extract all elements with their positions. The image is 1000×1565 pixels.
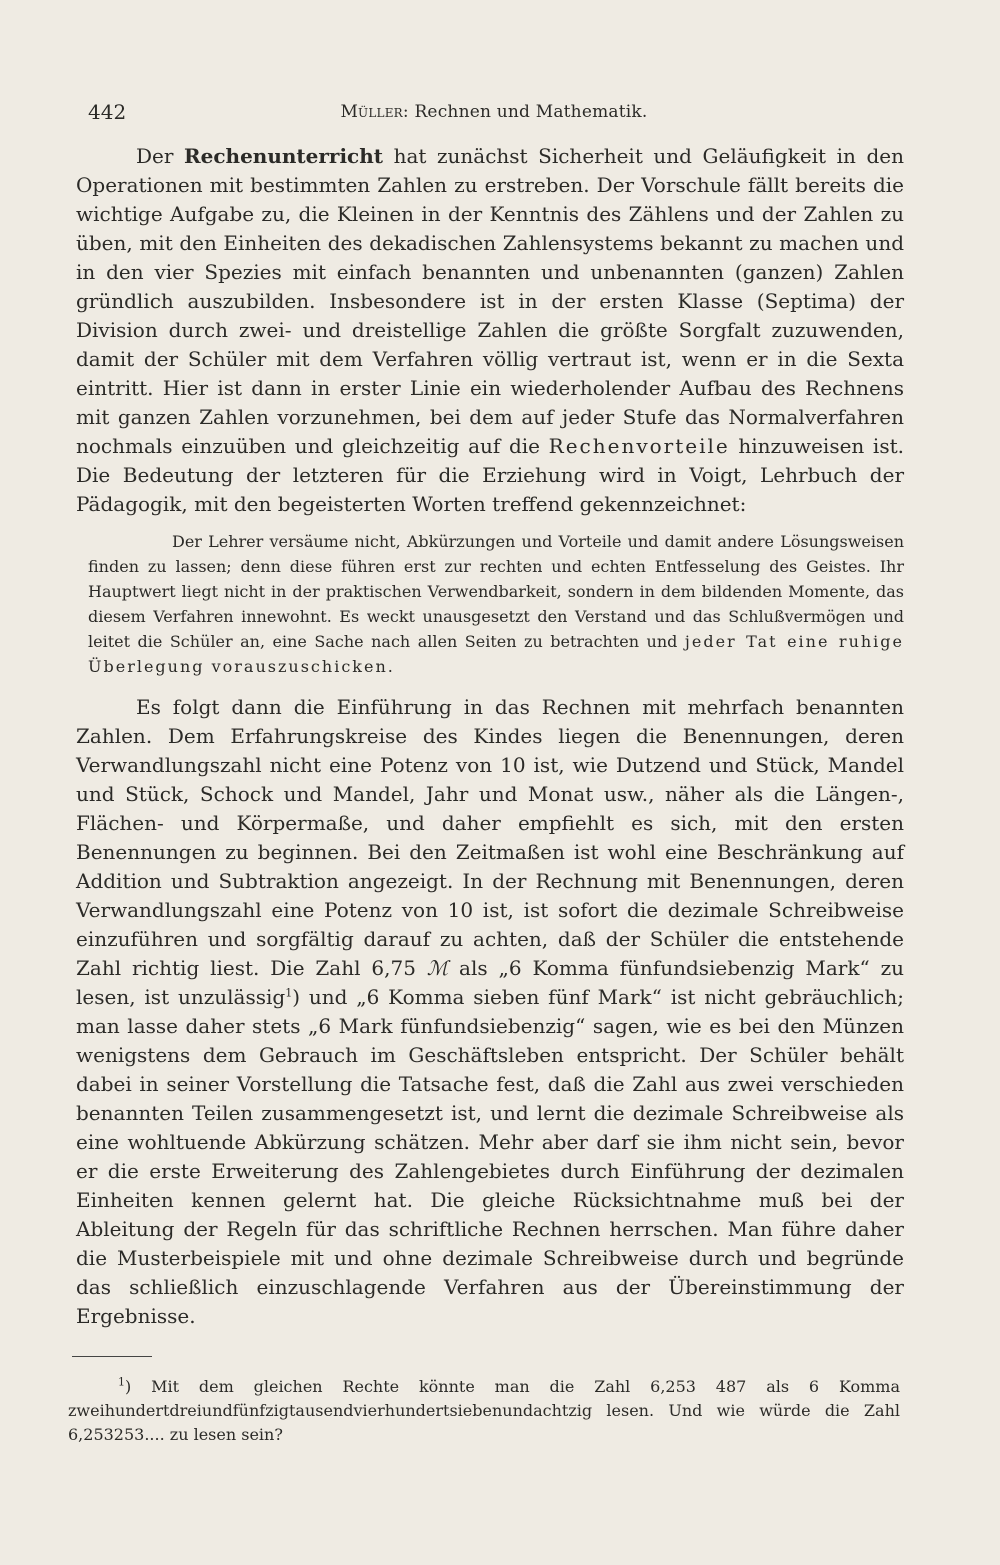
mark-symbol: ℳ: [426, 956, 449, 980]
quote-spaced-text: jeder Tat eine ruhige Überlegung vorauszuschicken.: [88, 632, 905, 676]
paragraph-text-continued: hinzuweisen ist. Die Bedeutung der letzteren für die Erziehung wird in Voigt, Lehrbuch der Pädagogik, mit den begeisterten Worten treffend gekennzeichnet:: [76, 434, 904, 516]
footnote-marker: 1: [118, 1375, 125, 1389]
paragraph-text: hat zunächst Sicherheit und Geläufigkeit in den Operationen mit bestimmten Zahlen zu erstreben. Der Vorschule fällt bereits die wichtige Aufgabe zu, die Kleinen in der Kenntnis des Zählens und der Zahlen zu üben, mit den Einheiten des dekadischen Zahlensystems bekannt zu machen und in den vier Spezies mit einfach benannten und unbenannten (ganzen) Zahlen gründlich auszubilden. Insbesondere ist in der ersten Klasse (Septima) der Division durch zwei- und dreistellige Zahlen die größte Sorgfalt zuzuwenden, damit der Schüler mit dem Verfahren völlig vertraut ist, wenn er in die Sexta eintritt. Hier ist dann in erster Linie ein wiederholender Aufbau des Rechnens mit ganzen Zahlen vorzunehmen, bei dem auf jeder Stufe das Normalverfahren nochmals einzuüben und gleichzeitig auf die: [76, 144, 904, 458]
page-number: 442: [88, 100, 127, 124]
spaced-term: Rechenvorteile: [548, 434, 730, 458]
footnote: [68, 1375, 900, 1447]
page-header: [88, 100, 900, 130]
paragraph-text-part2: als „6 Komma fünfundsiebenzig Mark“ zu lesen, ist unzulässig: [76, 956, 904, 1009]
running-head-author: Müller: [340, 102, 403, 122]
body-text: [76, 142, 904, 1331]
footnote-reference[interactable]: 1: [285, 986, 293, 1000]
quote-text: Der Lehrer versäume nicht, Abkürzungen und Vorteile und damit andere Lösungsweisen finden zu lassen; denn diese führen erst zur rechten und echten Entfesselung des Geistes. Ihr Hauptwert liegt nicht in der praktischen Verwendbarkeit, sondern in dem bildenden Momente, das diesem Verfahren innewohnt. Es weckt unausgesetzt den Verstand und das Schlußvermögen und leitet die Schüler an, eine Sache nach allen Seiten zu betrachten und: [88, 532, 904, 651]
running-head: [88, 102, 900, 122]
block-quote: [88, 529, 904, 679]
emphasized-term: Rechenunterricht: [184, 144, 384, 168]
paragraph-rechenunterricht: [76, 142, 904, 519]
footnote-divider: [72, 1356, 152, 1357]
footnote-text: ) Mit dem gleichen Rechte könnte man die Zahl 6,253 487 als 6 Komma zweihundertdreiundfünfzigtausendvierhundertsiebenundachtzig lesen. Und wie würde die Zahl 6,253253.... zu lesen sein?: [68, 1377, 900, 1444]
paragraph-benannte-zahlen: [76, 693, 904, 1331]
paragraph-text-part1: Es folgt dann die Einführung in das Rechnen mit mehrfach benannten Zahlen. Dem Erfahrungskreise des Kindes liegen die Benennungen, deren Verwandlungszahl nicht eine Potenz von 10 ist, wie Dutzend und Stück, Mandel und Stück, Schock und Mandel, Jahr und Monat usw., näher als die Längen-, Flächen- und Körpermaße, und daher empfiehlt es sich, mit den ersten Benennungen zu beginnen. Bei den Zeitmaßen ist wohl eine Beschränkung auf Addition und Subtraktion angezeigt. In der Rechnung mit Benennungen, deren Verwandlungszahl eine Potenz von 10 ist, ist sofort die dezimale Schreibweise einzuführen und sorgfältig darauf zu achten, daß der Schüler die entstehende Zahl richtig liest. Die Zahl 6,75: [76, 695, 904, 980]
running-head-title: : Rechnen und Mathematik.: [402, 102, 648, 122]
paragraph-text-part3: ) und „6 Komma sieben fünf Mark“ ist nicht gebräuchlich; man lasse daher stets „6 Mark fünfundsiebenzig“ sagen, wie es bei den Münzen wenigstens dem Gebrauch im Geschäftsleben entspricht. Der Schüler behält dabei in seiner Vorstellung die Tatsache fest, daß die Zahl aus zwei verschieden benannten Teilen zusammengesetzt ist, und lernt die dezimale Schreibweise als eine wohltuende Abkürzung schätzen. Mehr aber darf sie ihm nicht sein, bevor er die erste Erweiterung des Zahlengebietes durch Einführung der dezimalen Einheiten kennen gelernt hat. Die gleiche Rücksichtnahme muß bei der Ableitung der Regeln für das schriftliche Rechnen herrschen. Man führe daher die Musterbeispiele mit und ohne dezimale Schreibweise durch und begründe das schließlich einzuschlagende Verfahren aus der Übereinstimmung der Ergebnisse.: [76, 985, 904, 1328]
paragraph-lead: Der: [136, 144, 184, 168]
